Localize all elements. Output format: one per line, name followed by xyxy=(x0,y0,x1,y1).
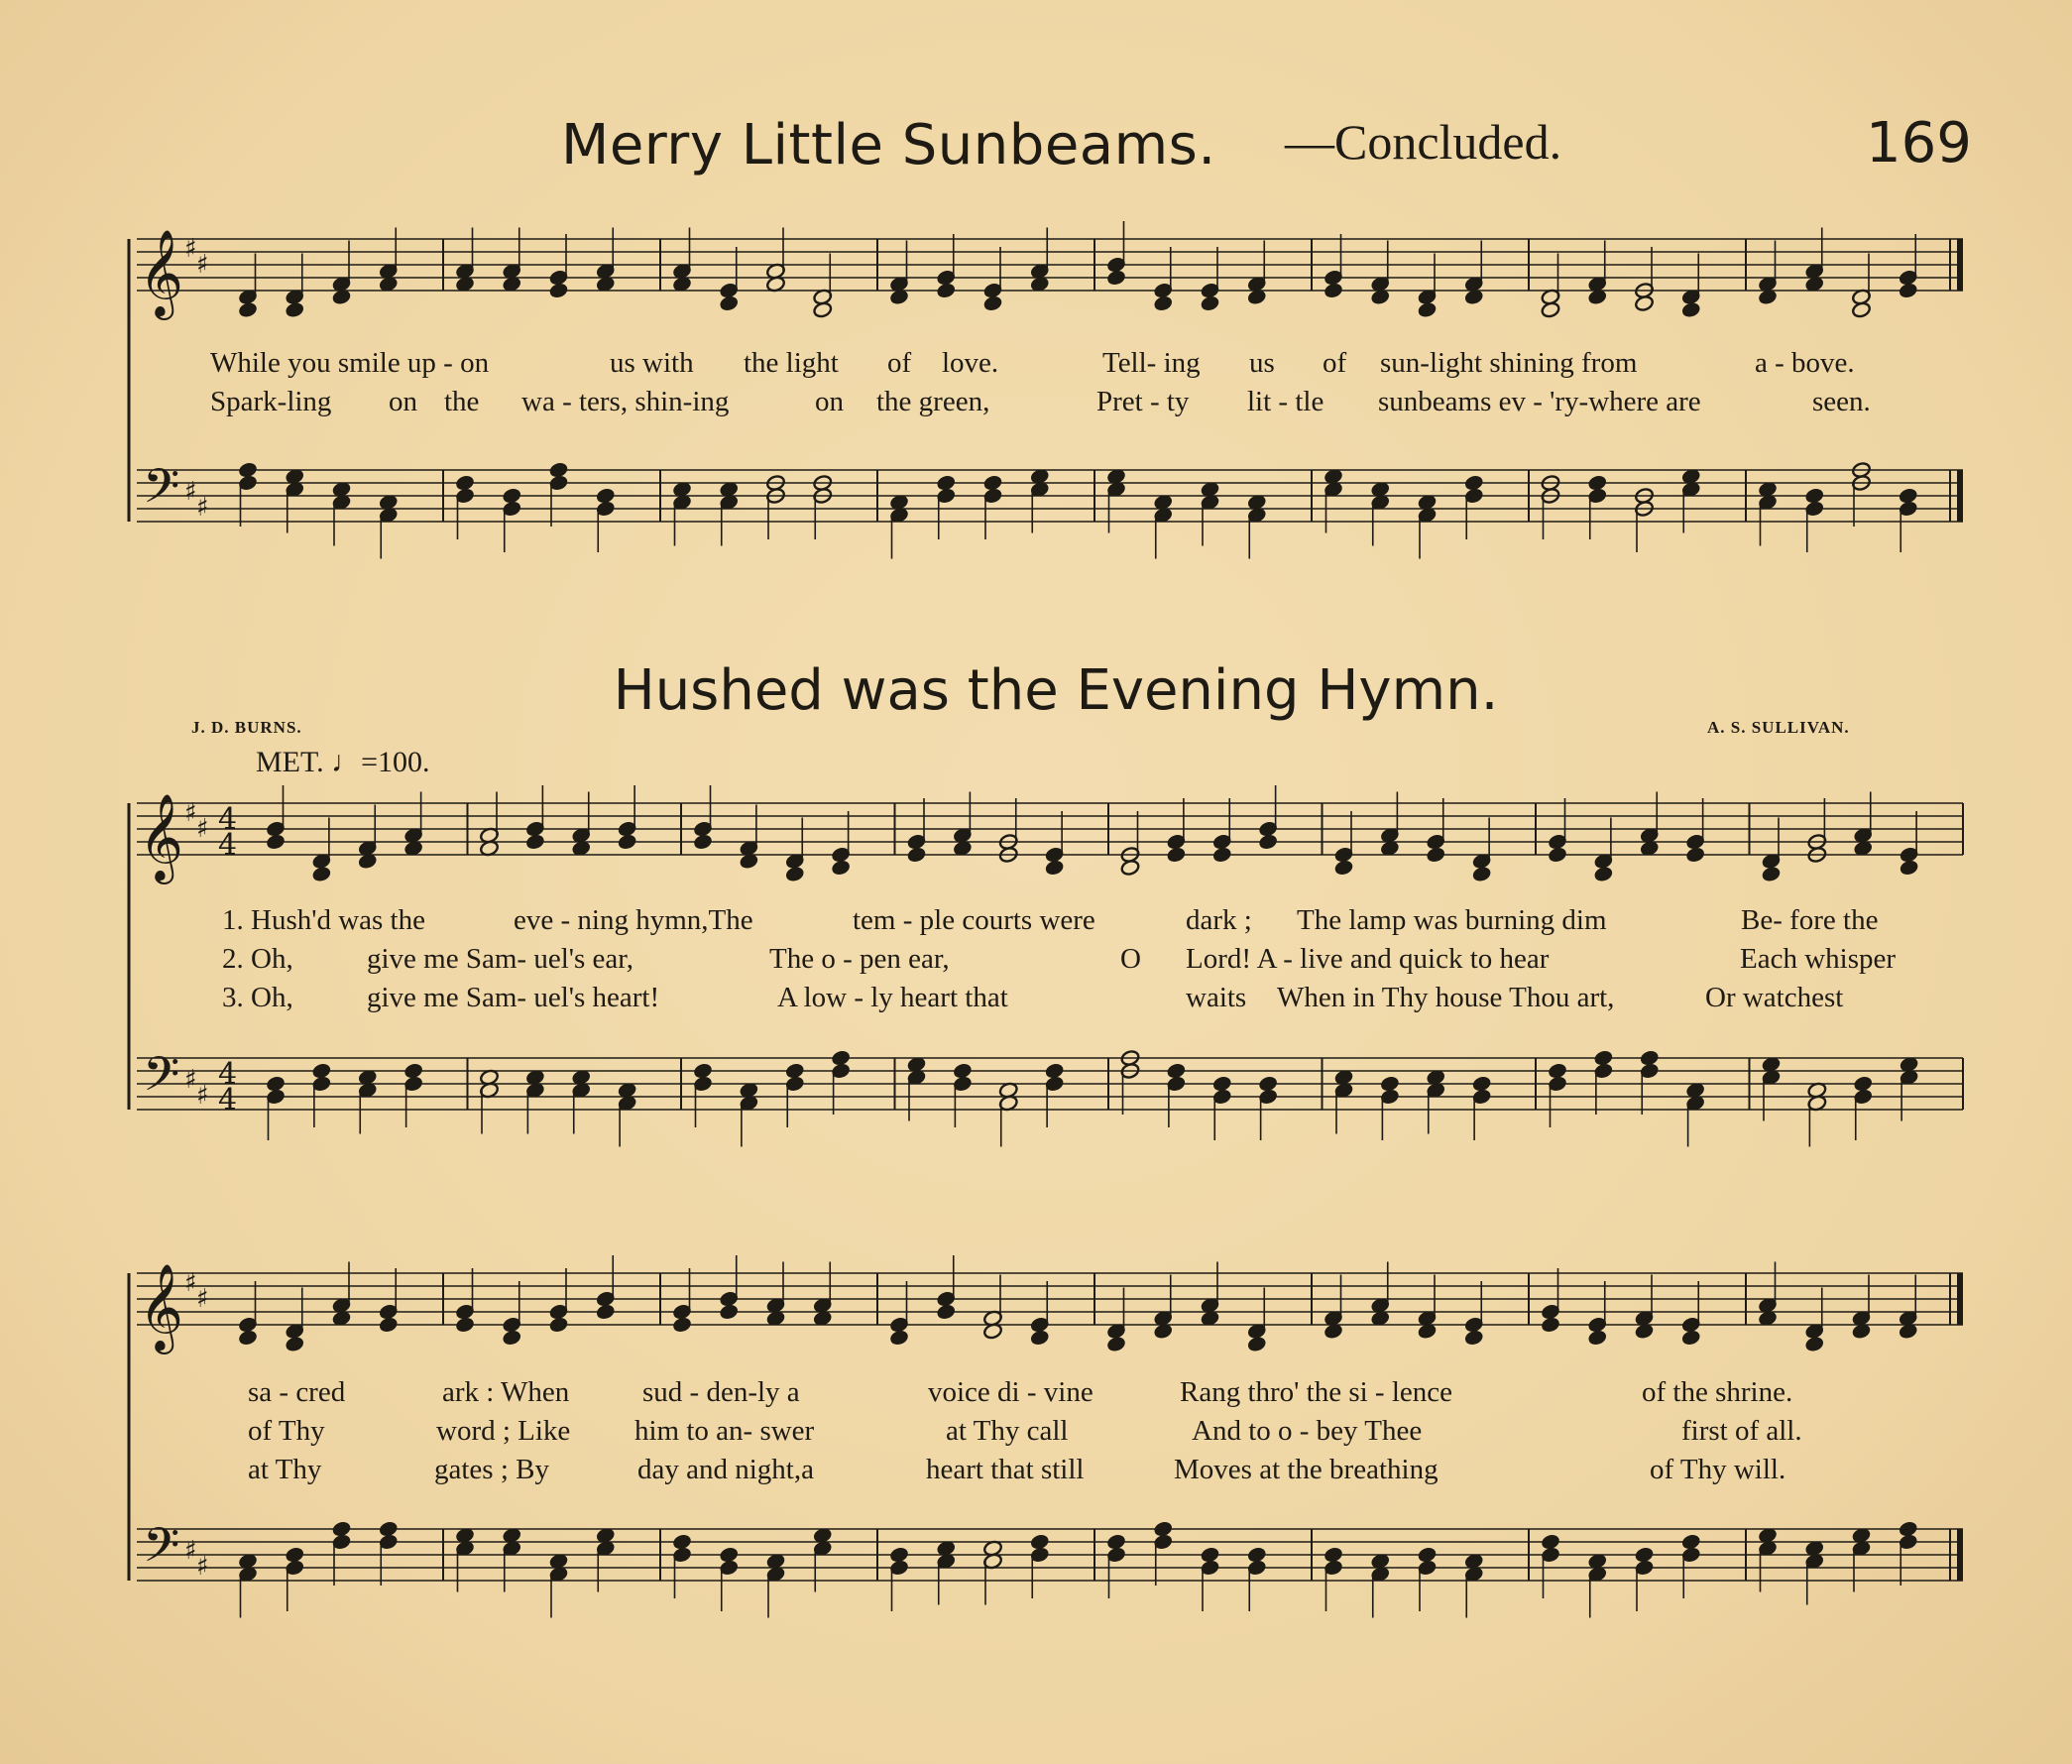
quarter-note xyxy=(618,833,637,850)
quarter-note-icon: ♩ xyxy=(331,746,362,778)
quarter-note xyxy=(548,1316,568,1333)
quarter-note xyxy=(1541,1533,1560,1550)
lyricist-credit: J. D. BURNS. xyxy=(191,718,302,737)
quarter-note xyxy=(1333,859,1353,876)
quarter-note xyxy=(1804,1336,1824,1352)
quarter-note xyxy=(719,1303,739,1320)
sharp-icon: ♯ xyxy=(184,1536,197,1566)
quarter-note xyxy=(455,1316,475,1333)
lyric-syllables: him to an- swer xyxy=(634,1415,815,1447)
lyric-syllables: at Thy xyxy=(248,1454,322,1485)
sharp-icon: ♯ xyxy=(184,1065,197,1095)
quarter-note xyxy=(831,859,851,876)
quarter-note xyxy=(285,301,304,318)
lyric-syllables: And to o - bey Thee xyxy=(1192,1415,1423,1447)
lyric-syllables: The lamp was burning dim xyxy=(1297,904,1607,936)
quarter-note xyxy=(1166,1062,1186,1079)
quarter-note xyxy=(1106,1336,1126,1352)
quarter-note xyxy=(953,1062,973,1079)
lyric-syllables: Each whisper xyxy=(1740,943,1897,975)
lyric-syllables: 2. Oh, xyxy=(222,943,293,975)
sharp-icon: ♯ xyxy=(196,493,209,523)
quarter-note xyxy=(1804,487,1824,504)
quarter-note xyxy=(785,1062,805,1079)
lyric-syllables: sud - den-ly a xyxy=(642,1376,800,1408)
quarter-note xyxy=(785,866,805,882)
lyric-syllables: gates ; By xyxy=(434,1454,549,1485)
composer-credit: A. S. SULLIVAN. xyxy=(1707,718,1850,737)
quarter-note xyxy=(1153,294,1173,311)
lyric-syllables: A low - ly heart that xyxy=(777,982,1008,1013)
lyric-syllables: sun-light shining from xyxy=(1380,347,1638,379)
lyric-syllables: first of all. xyxy=(1681,1415,1802,1447)
treble-clef-icon: 𝄞 xyxy=(139,1262,183,1351)
lyric-syllables: on xyxy=(815,386,844,417)
lyric-syllables: sa - cred xyxy=(248,1376,346,1408)
lyric-syllables: When in Thy house Thou art, xyxy=(1277,982,1615,1013)
lyric-syllables: of Thy will. xyxy=(1650,1454,1786,1485)
quarter-note xyxy=(238,461,258,478)
half-note xyxy=(813,301,833,318)
quarter-note xyxy=(1324,1546,1343,1563)
lyric-syllables: give me Sam- uel's heart! xyxy=(367,982,660,1013)
quarter-note xyxy=(1472,866,1492,882)
quarter-note xyxy=(1681,1533,1701,1550)
lyric-syllables: day and night,a xyxy=(637,1454,814,1485)
quarter-note xyxy=(1166,846,1186,863)
quarter-note xyxy=(1587,1329,1607,1346)
quarter-note xyxy=(719,294,739,311)
bass-clef-icon: 𝄢 xyxy=(143,1517,180,1585)
quarter-note xyxy=(379,1316,399,1333)
time-signature: 4 xyxy=(218,1083,238,1117)
tempo-value: =100. xyxy=(361,746,430,778)
quarter-note xyxy=(1899,487,1918,504)
lyric-syllables: of the shrine. xyxy=(1642,1376,1793,1408)
quarter-note xyxy=(1247,1336,1267,1352)
quarter-note xyxy=(936,282,956,298)
quarter-note xyxy=(502,487,521,504)
quarter-note xyxy=(1899,282,1918,298)
quarter-note xyxy=(331,1520,351,1537)
lyric-syllables: lit - tle xyxy=(1247,386,1324,417)
lyric-syllables: give me Sam- uel's ear, xyxy=(367,943,634,975)
sharp-icon: ♯ xyxy=(196,250,209,280)
lyric-syllables: the light xyxy=(744,347,839,379)
time-signature: 4 xyxy=(218,1057,238,1092)
quarter-note xyxy=(1685,846,1705,863)
lyric-syllables: tem - ple courts were xyxy=(853,904,1095,936)
quarter-note xyxy=(1472,1075,1492,1092)
time-signature: 4 xyxy=(218,802,238,837)
quarter-note xyxy=(238,1329,258,1346)
quarter-note xyxy=(1324,282,1343,298)
lyric-syllables: voice di - vine xyxy=(928,1376,1094,1408)
treble-clef-icon: 𝄞 xyxy=(139,792,183,881)
sharp-icon: ♯ xyxy=(196,1081,209,1111)
quarter-note xyxy=(311,866,331,882)
quarter-note xyxy=(982,474,1002,491)
quarter-note xyxy=(1153,1520,1173,1537)
sharp-icon: ♯ xyxy=(184,234,197,264)
lyric-syllables: seen. xyxy=(1812,386,1871,417)
quarter-note xyxy=(1541,1316,1560,1333)
tempo-marking xyxy=(256,746,430,779)
quarter-note xyxy=(1593,1049,1613,1066)
quarter-note xyxy=(1200,1546,1219,1563)
lyric-syllables: waits xyxy=(1186,982,1247,1013)
bass-clef-icon: 𝄢 xyxy=(143,1046,180,1114)
quarter-note xyxy=(1417,1546,1437,1563)
final-barline xyxy=(1957,1529,1963,1581)
quarter-note xyxy=(672,1533,692,1550)
quarter-note xyxy=(1106,269,1126,286)
quarter-note xyxy=(936,1303,956,1320)
quarter-note xyxy=(1899,859,1919,876)
tempo-label: MET. xyxy=(256,746,324,778)
quarter-note xyxy=(548,461,568,478)
quarter-note xyxy=(693,833,713,850)
quarter-note xyxy=(455,474,475,491)
lyric-syllables: Pret - ty xyxy=(1096,386,1190,417)
time-signature: 4 xyxy=(218,828,238,863)
quarter-note xyxy=(1548,846,1567,863)
quarter-note xyxy=(1634,1546,1654,1563)
quarter-note xyxy=(1200,294,1219,311)
lyric-syllables: the xyxy=(444,386,480,417)
lyric-syllables: 1. Hush'd was the xyxy=(222,904,425,936)
lyric-syllables: Be- fore the xyxy=(1741,904,1879,936)
quarter-note xyxy=(1593,866,1613,882)
half-note xyxy=(1634,294,1654,311)
quarter-note xyxy=(1045,1062,1065,1079)
song-title: Hushed was the Evening Hymn. xyxy=(613,658,1499,723)
quarter-note xyxy=(719,1546,739,1563)
half-note xyxy=(1541,301,1560,318)
quarter-note xyxy=(285,1336,304,1352)
quarter-note xyxy=(889,1546,909,1563)
quarter-note xyxy=(596,487,616,504)
lyric-syllables: the green, xyxy=(876,386,990,417)
lyric-syllables: Tell- ing xyxy=(1102,347,1201,379)
quarter-note xyxy=(982,294,1002,311)
sharp-icon: ♯ xyxy=(184,477,197,507)
lyric-syllables: us with xyxy=(610,347,694,379)
quarter-note xyxy=(1761,866,1781,882)
quarter-note xyxy=(1587,474,1607,491)
lyric-syllables: word ; Like xyxy=(436,1415,571,1447)
lyric-syllables: a - bove. xyxy=(1755,347,1855,379)
lyric-syllables: heart that still xyxy=(926,1454,1085,1485)
lyric-syllables: on xyxy=(389,386,417,417)
quarter-note xyxy=(502,1329,521,1346)
final-barline xyxy=(1957,1273,1963,1325)
sharp-icon: ♯ xyxy=(184,1268,197,1298)
treble-clef-icon: 𝄞 xyxy=(139,228,183,316)
quarter-note xyxy=(1853,1075,1873,1092)
quarter-note xyxy=(1681,1329,1701,1346)
lyric-syllables: at Thy call xyxy=(946,1415,1069,1447)
quarter-note xyxy=(266,833,286,850)
quarter-note xyxy=(1212,846,1232,863)
quarter-note xyxy=(1030,1533,1050,1550)
lyric-syllables: ark : When xyxy=(442,1376,570,1408)
quarter-note xyxy=(1212,1075,1232,1092)
lyric-syllables: us xyxy=(1249,347,1275,379)
quarter-note xyxy=(1380,1075,1400,1092)
lyric-syllables: dark ; xyxy=(1186,904,1252,936)
quarter-note xyxy=(693,1062,713,1079)
lyric-syllables: love. xyxy=(942,347,999,379)
quarter-note xyxy=(1681,301,1701,318)
quarter-note xyxy=(1106,1533,1126,1550)
final-barline xyxy=(1957,470,1963,522)
lyric-syllables: of xyxy=(887,347,912,379)
lyric-syllables: Lord! A - live and quick to hear xyxy=(1186,943,1550,975)
quarter-note xyxy=(1417,301,1437,318)
lyric-syllables: While you smile up - on xyxy=(210,347,490,379)
quarter-note xyxy=(672,1316,692,1333)
quarter-note xyxy=(1548,1062,1567,1079)
quarter-note xyxy=(266,1075,286,1092)
quarter-note xyxy=(379,1520,399,1537)
quarter-note xyxy=(906,846,926,863)
quarter-note xyxy=(311,1062,331,1079)
half-note xyxy=(1851,301,1871,318)
running-title: Merry Little Sunbeams. xyxy=(561,113,1216,177)
quarter-note xyxy=(889,1329,909,1346)
quarter-note xyxy=(936,474,956,491)
final-barline xyxy=(1957,239,1963,291)
quarter-note xyxy=(1464,1329,1484,1346)
quarter-note xyxy=(596,1303,616,1320)
quarter-note xyxy=(285,1546,304,1563)
lyric-syllables: The o - pen ear, xyxy=(769,943,950,975)
quarter-note xyxy=(525,833,545,850)
quarter-note xyxy=(1258,1075,1278,1092)
quarter-note xyxy=(403,1062,423,1079)
bass-clef-icon: 𝄢 xyxy=(143,458,180,526)
quarter-note xyxy=(1464,474,1484,491)
quarter-note xyxy=(1899,1520,1918,1537)
quarter-note xyxy=(1247,1546,1267,1563)
quarter-note xyxy=(548,282,568,298)
lyric-syllables: sunbeams ev - 'ry-where are xyxy=(1378,386,1701,417)
half-note xyxy=(1120,859,1140,876)
quarter-note xyxy=(1426,846,1445,863)
sharp-icon: ♯ xyxy=(196,1552,209,1582)
lyric-syllables: Or watchest xyxy=(1705,982,1844,1013)
quarter-note xyxy=(238,301,258,318)
quarter-note xyxy=(1030,1329,1050,1346)
lyric-syllables: O xyxy=(1120,943,1141,975)
quarter-note xyxy=(1640,1049,1660,1066)
page-number: 169 xyxy=(1866,111,1972,176)
sharp-icon: ♯ xyxy=(184,798,197,828)
lyric-syllables: of xyxy=(1323,347,1347,379)
lyric-syllables: wa - ters, shin-ing xyxy=(521,386,730,417)
lyric-syllables: 3. Oh, xyxy=(222,982,293,1013)
sharp-icon: ♯ xyxy=(196,1284,209,1314)
quarter-note xyxy=(1258,833,1278,850)
lyric-syllables: Moves at the breathing xyxy=(1174,1454,1439,1485)
running-title-suffix: —Concluded. xyxy=(1285,114,1562,170)
lyric-syllables: Rang thro' the si - lence xyxy=(1180,1376,1453,1408)
quarter-note xyxy=(1045,859,1065,876)
lyric-syllables: Spark-ling xyxy=(210,386,332,417)
lyric-syllables: eve - ning hymn,The xyxy=(514,904,753,936)
lyric-syllables: of Thy xyxy=(248,1415,325,1447)
quarter-note xyxy=(831,1049,851,1066)
sharp-icon: ♯ xyxy=(196,814,209,844)
